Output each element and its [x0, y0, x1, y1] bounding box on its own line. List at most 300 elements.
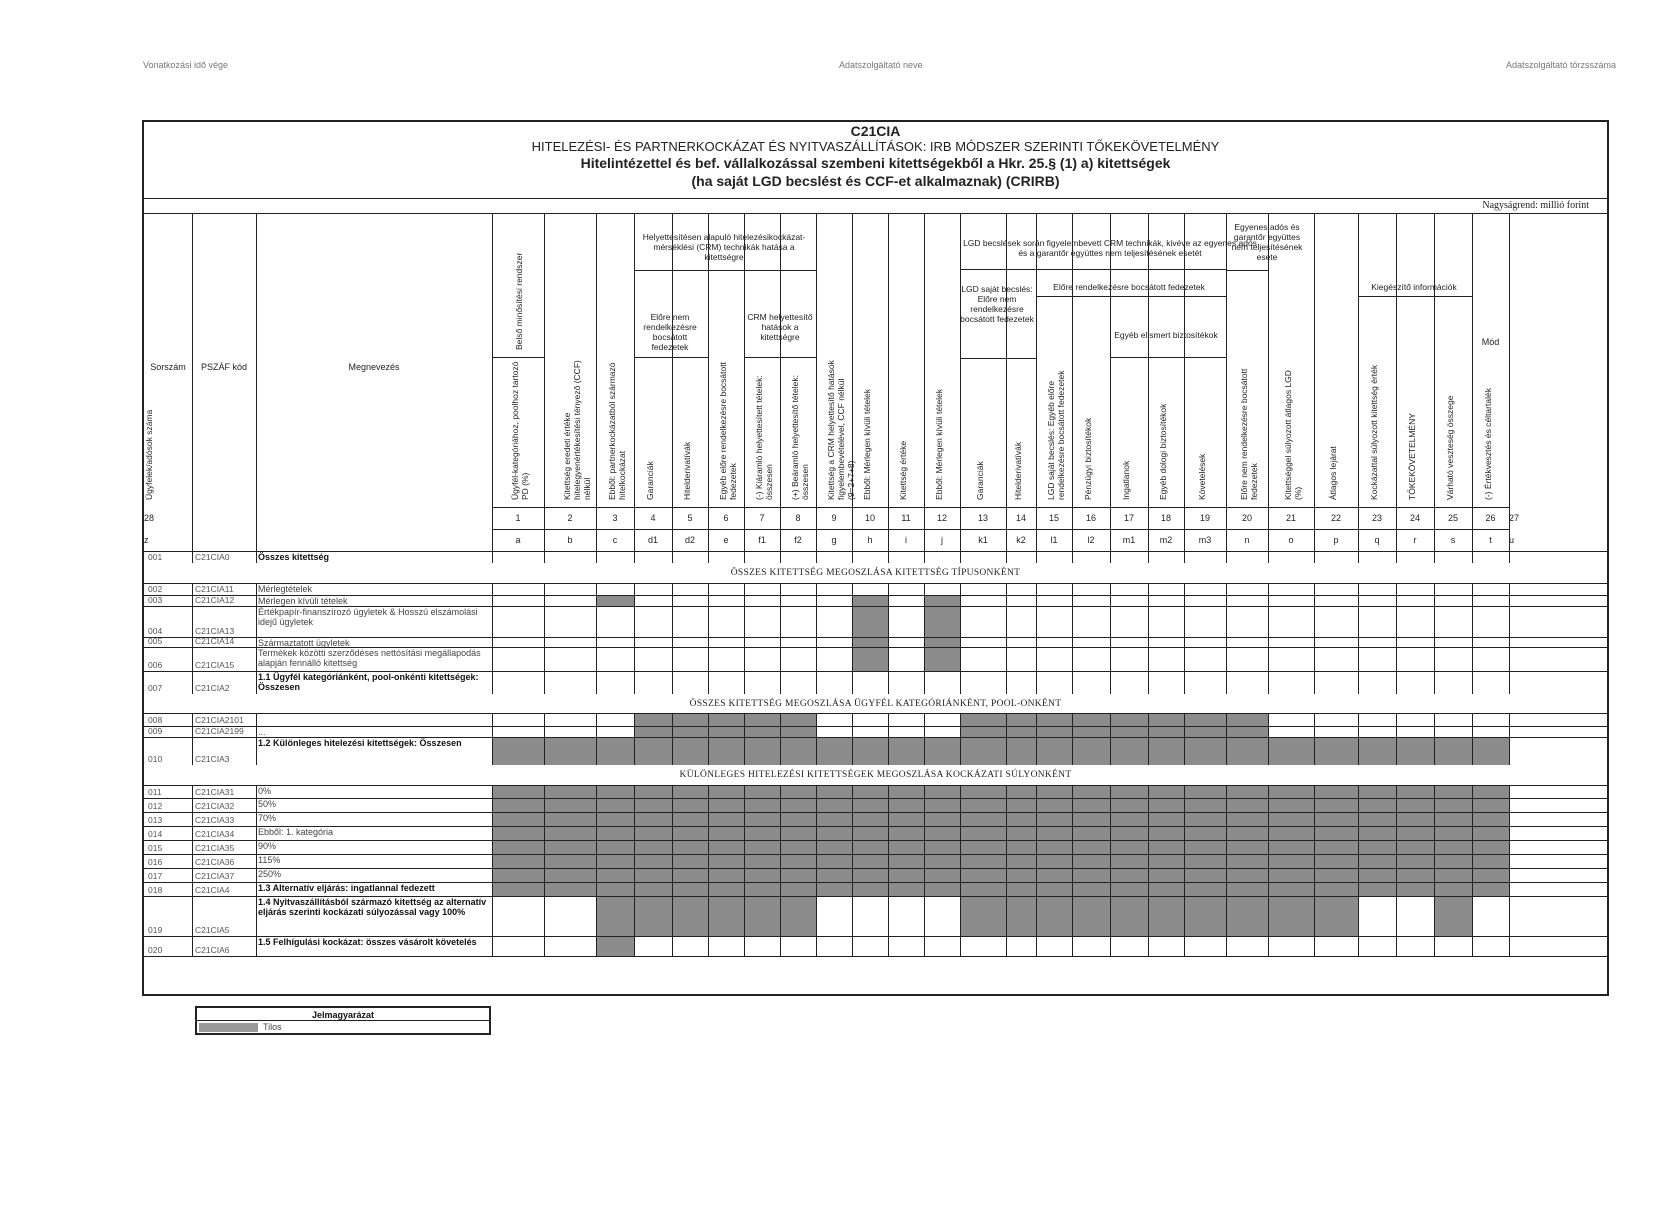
forbidden-cell [673, 786, 708, 798]
forbidden-cell [925, 883, 960, 896]
forbidden-cell [1227, 827, 1268, 840]
forbidden-cell [817, 827, 852, 840]
column-header-6: Egyéb előre rendelkezésre bocsátott fedezetek [718, 362, 738, 500]
column-header-25: Várható veszteség összege [1445, 395, 1455, 500]
forbidden-cell [1473, 827, 1509, 840]
forbidden-cell [745, 855, 780, 868]
row-code: C21CIA2199 [195, 726, 244, 736]
double-default-header: Egyenes adós és garantőr együttes nem teljesítésének esete [1231, 222, 1303, 262]
forbidden-cell [545, 813, 596, 826]
forbidden-cell [1007, 883, 1036, 896]
forbidden-cell [1073, 799, 1110, 812]
group-divider [634, 357, 708, 358]
column-letter: r [1413, 535, 1417, 545]
column-letter: m2 [1159, 535, 1173, 545]
forbidden-cell [673, 727, 708, 737]
row-number: 011 [148, 787, 162, 797]
forbidden-cell [597, 738, 634, 765]
forbidden-cell [853, 869, 888, 882]
row-code: C21CIA15 [195, 660, 235, 670]
row-label: 1.2 Különleges hitelezési kitettségek: Összesen [258, 738, 462, 748]
forbidden-cell [889, 855, 924, 868]
forbidden-cell [1227, 786, 1268, 798]
forbidden-cell [1473, 855, 1509, 868]
forbidden-cell [1037, 869, 1072, 882]
row-code: C21CIA2101 [195, 715, 244, 725]
forbidden-cell [1149, 714, 1184, 726]
forbidden-cell [1037, 827, 1072, 840]
column-letter: t [1489, 535, 1492, 545]
funded-header: Előre rendelkezésre bocsátott fedezetek [1053, 282, 1205, 292]
forbidden-cell [1435, 883, 1472, 896]
forbidden-cell [853, 799, 888, 812]
forbidden-cell [745, 841, 780, 854]
row-number: 019 [148, 925, 163, 935]
forbidden-cell [1473, 883, 1509, 896]
forbidden-cell [1149, 841, 1184, 854]
forbidden-cell [817, 841, 852, 854]
forbidden-cell [925, 738, 960, 765]
forbidden-cell [1185, 813, 1226, 826]
forbidden-cell [1397, 786, 1434, 798]
forbidden-cell [781, 869, 816, 882]
group-divider [960, 358, 1036, 359]
forbidden-cell [673, 827, 708, 840]
row-label: 1.3 Alternatív eljárás: ingatlannal fedezett [258, 883, 435, 893]
forbidden-cell [1359, 786, 1396, 798]
forbidden-cell [745, 813, 780, 826]
forbidden-cell [889, 813, 924, 826]
forbidden-cell [493, 869, 544, 882]
forbidden-cell [673, 869, 708, 882]
forbidden-cell [709, 786, 744, 798]
forbidden-cell [961, 714, 1006, 726]
forbidden-cell [1269, 897, 1314, 936]
column-number: 28 [144, 513, 155, 523]
column-number: 17 [1123, 513, 1134, 523]
forbidden-cell [1007, 827, 1036, 840]
row-number: 004 [148, 626, 163, 636]
row-code: C21CIA11 [195, 584, 234, 594]
forbidden-cell [889, 883, 924, 896]
forbidden-cell [1073, 786, 1110, 798]
forbidden-cell [1397, 883, 1434, 896]
divider [144, 213, 1607, 214]
forbidden-cell [1227, 738, 1268, 765]
row-label: Értékpapír-finanszírozó ügyletek & Hosszú elszámolási idejű ügyletek [258, 607, 478, 627]
column-letter: f2 [794, 535, 802, 545]
row-label: Származtatott ügyletek [258, 638, 350, 648]
pszaf-code-header: PSZÁF kód [200, 362, 247, 372]
forbidden-cell [1359, 869, 1396, 882]
column-header-27: Ügyfelek/adósok száma [144, 409, 154, 500]
forbidden-cell [1185, 738, 1226, 765]
forbidden-cell [597, 869, 634, 882]
forbidden-cell [889, 869, 924, 882]
forbidden-cell [1315, 786, 1358, 798]
column-letter: m1 [1122, 535, 1136, 545]
forbidden-cell [781, 727, 816, 737]
forbidden-cell [1269, 738, 1314, 765]
column-number: 14 [1015, 513, 1026, 523]
forbidden-cell [1435, 827, 1472, 840]
column-header-1: Ügyfél-kategóriához, poolhoz tartozó PD (%) [510, 361, 530, 500]
row-label: Termékek közötti szerződéses nettósítási megállapodás alapján fennálló kitettség [258, 648, 481, 668]
forbidden-cell [961, 841, 1006, 854]
forbidden-cell [853, 786, 888, 798]
forbidden-cell [1037, 738, 1072, 765]
forbidden-cell [1073, 855, 1110, 868]
forbidden-cell [1111, 813, 1148, 826]
forbidden-cell [1473, 841, 1509, 854]
forbidden-cell [1149, 813, 1184, 826]
group-divider [1226, 270, 1268, 271]
column-letter: l2 [1087, 535, 1095, 545]
row-code: C21CIA34 [195, 829, 235, 839]
forbidden-cell [817, 738, 852, 765]
column-number: 1 [515, 513, 521, 523]
forbidden-cell [1007, 714, 1036, 726]
forbidden-cell [597, 841, 634, 854]
column-header-2: Kitettség eredeti értéke hitelegyenértékesítési tényező (CCF) nélkül [562, 360, 592, 500]
forbidden-cell [745, 883, 780, 896]
column-divider [256, 214, 257, 956]
forbidden-cell [961, 897, 1006, 936]
forbidden-cell [1359, 827, 1396, 840]
row-code: C21CIA13 [195, 626, 235, 636]
forbidden-cell [635, 855, 672, 868]
forbidden-cell [1435, 799, 1472, 812]
forbidden-cell [1227, 855, 1268, 868]
forbidden-cell [781, 855, 816, 868]
row-number: 018 [148, 885, 163, 895]
forbidden-cell [925, 827, 960, 840]
row-code: C21CIA37 [195, 871, 235, 881]
row-divider [144, 713, 1607, 714]
row-label: 1.4 Nyitvaszállításból származó kitettség az alternatív eljárás szerinti kockázati súlyozással vagy 100% [258, 897, 487, 917]
forbidden-cell [889, 799, 924, 812]
forbidden-cell [673, 855, 708, 868]
row-label: 115% [258, 855, 281, 865]
forbidden-cell [745, 727, 780, 737]
forbidden-cell [635, 738, 672, 765]
forbidden-cell [889, 786, 924, 798]
column-header-17: Ingatlanok [1121, 460, 1131, 500]
forbidden-cell [1111, 855, 1148, 868]
forbidden-cell [1111, 786, 1148, 798]
row-label: 90% [258, 841, 277, 851]
row-divider [492, 507, 1509, 508]
column-header-16: Pénzügyi biztosítékok [1083, 417, 1093, 500]
forbidden-cell [781, 786, 816, 798]
forbidden-cell [673, 897, 708, 936]
forbidden-cell [545, 786, 596, 798]
row-code: C21CIA35 [195, 843, 235, 853]
forbidden-cell [1111, 738, 1148, 765]
column-divider [1509, 214, 1510, 956]
report-table [142, 120, 1609, 996]
column-letter: e [723, 535, 729, 545]
unit-label: Nagyságrend: millió forint [1482, 200, 1589, 211]
row-divider [144, 956, 1607, 957]
forbidden-cell [1185, 799, 1226, 812]
forbidden-cell [1073, 727, 1110, 737]
section-title: ÖSSZES KITETTSÉG MEGOSZLÁSA KITETTSÉG TÍPUSONKÉNT [730, 568, 1021, 578]
forbidden-cell [1037, 813, 1072, 826]
forbidden-cell [709, 827, 744, 840]
forbidden-cell [635, 841, 672, 854]
forbidden-cell [853, 648, 888, 671]
forbidden-cell [925, 648, 960, 671]
forbidden-cell [853, 855, 888, 868]
forbidden-cell [1315, 883, 1358, 896]
forbidden-cell [925, 855, 960, 868]
forbidden-cell [1435, 841, 1472, 854]
forbidden-cell [853, 607, 888, 637]
forbidden-cell [1111, 714, 1148, 726]
row-number: 012 [148, 801, 163, 811]
forbidden-cell [1185, 786, 1226, 798]
row-number: 013 [148, 815, 163, 825]
forbidden-cell [709, 841, 744, 854]
forbidden-cell [889, 738, 924, 765]
forbidden-cell [961, 827, 1006, 840]
forbidden-cell [745, 799, 780, 812]
row-number: 002 [148, 584, 163, 594]
column-header-23: Kockázattal súlyozott kitettség érték [1369, 364, 1379, 500]
forbidden-cell [1111, 841, 1148, 854]
column-header-20: Előre nem rendelkezésre bocsátott fedezetek [1239, 368, 1259, 500]
forbidden-cell [1315, 869, 1358, 882]
forbidden-cell [493, 738, 544, 765]
forbidden-cell [781, 813, 816, 826]
group-divider [634, 270, 816, 271]
forbidden-cell [1037, 883, 1072, 896]
forbidden-cell [1185, 727, 1226, 737]
forbidden-cell [781, 799, 816, 812]
row-number: 009 [148, 726, 163, 736]
forbidden-cell [781, 883, 816, 896]
row-divider [492, 529, 1509, 530]
row-code: C21CIA14 [195, 636, 235, 646]
row-code: C21CIA5 [195, 925, 230, 935]
forbidden-cell [1269, 786, 1314, 798]
column-number: 2 [567, 513, 573, 523]
forbidden-cell [1149, 897, 1184, 936]
forbidden-cell [961, 799, 1006, 812]
forbidden-cell [1473, 799, 1509, 812]
forbidden-cell [545, 869, 596, 882]
row-number: 017 [148, 871, 163, 881]
column-letter: o [1288, 535, 1294, 545]
column-letter: k1 [978, 535, 988, 545]
forbidden-cell [673, 714, 708, 726]
forbidden-cell [1473, 786, 1509, 798]
forbidden-cell [1037, 727, 1072, 737]
forbidden-cell [709, 738, 744, 765]
forbidden-cell [635, 897, 672, 936]
row-number: 008 [148, 715, 163, 725]
column-number: 22 [1330, 513, 1341, 523]
forbidden-cell [1111, 869, 1148, 882]
forbidden-cell [961, 813, 1006, 826]
forbidden-cell [1359, 799, 1396, 812]
forbidden-cell [781, 738, 816, 765]
column-letter: p [1333, 535, 1339, 545]
forbidden-cell [1397, 855, 1434, 868]
forbidden-cell [817, 786, 852, 798]
forbidden-cell [853, 827, 888, 840]
column-number: 6 [723, 513, 729, 523]
group-divider [1036, 296, 1226, 297]
column-header-12: Ebből: Mérlegen kívüli tételek [934, 388, 944, 500]
column-divider [192, 214, 193, 956]
row-label: 70% [258, 813, 277, 823]
column-number: 16 [1085, 513, 1096, 523]
name-header: Megnevezés [348, 362, 400, 372]
column-header-14: Hitelderivatívák [1013, 441, 1023, 500]
forbidden-cell [1269, 869, 1314, 882]
column-letter: m3 [1198, 535, 1212, 545]
forbidden-cell [635, 869, 672, 882]
forbidden-cell [1227, 714, 1268, 726]
column-number: 24 [1409, 513, 1420, 523]
row-code: C21CIA2 [195, 683, 230, 693]
column-letter: f1 [758, 535, 766, 545]
provider-name-label: Adatszolgáltató neve [839, 60, 923, 70]
column-header-22: Átlagos lejárat [1328, 446, 1338, 500]
row-number: 005 [148, 636, 163, 646]
forbidden-cell [1185, 714, 1226, 726]
row-code: C21CIA31 [195, 787, 235, 797]
forbidden-cell [1111, 727, 1148, 737]
forbidden-cell [853, 841, 888, 854]
forbidden-cell [635, 827, 672, 840]
column-letter: b [567, 535, 573, 545]
column-header-19: Követelések [1197, 453, 1207, 500]
forbidden-cell [1073, 714, 1110, 726]
forbidden-cell [1149, 869, 1184, 882]
column-number: 20 [1241, 513, 1252, 523]
column-letter: d1 [647, 535, 658, 545]
forbidden-cell [1185, 897, 1226, 936]
forbidden-cell [1315, 738, 1358, 765]
row-code: C21CIA33 [195, 815, 235, 825]
forbidden-cell [1473, 869, 1509, 882]
forbidden-cell [1007, 727, 1036, 737]
forbidden-cell [709, 714, 744, 726]
forbidden-cell [817, 855, 852, 868]
forbidden-cell [1315, 813, 1358, 826]
forbidden-cell [745, 827, 780, 840]
forbidden-cell [1435, 855, 1472, 868]
forbidden-cell [1269, 883, 1314, 896]
group-divider [960, 269, 1226, 270]
column-number: 7 [759, 513, 765, 523]
forbidden-cell [781, 714, 816, 726]
forbidden-cell [745, 897, 780, 936]
forbidden-cell [1435, 897, 1472, 936]
forbidden-cell [1359, 813, 1396, 826]
row-number: 003 [148, 595, 163, 605]
column-header-9: Kitettség a CRM helyettesítő hatások figyelembevételével, CCF nélkül (9=2+7+8) [826, 360, 856, 500]
forbidden-cell [597, 883, 634, 896]
forbidden-cell [635, 883, 672, 896]
forbidden-cell [1185, 855, 1226, 868]
forbidden-cell [1315, 827, 1358, 840]
forbidden-cell [1007, 799, 1036, 812]
forbidden-cell [1227, 869, 1268, 882]
column-number: 12 [936, 513, 947, 523]
forbidden-cell [635, 786, 672, 798]
forbidden-cell [597, 897, 634, 936]
forbidden-cell [745, 714, 780, 726]
column-letter: g [831, 535, 837, 545]
column-header-3: Ebből: partnerkockázatból származó hitelkockázat [607, 362, 627, 500]
forbidden-cell [1227, 883, 1268, 896]
column-number: 3 [612, 513, 618, 523]
forbidden-cell [1149, 827, 1184, 840]
row-label: 1.5 Felhígulási kockázat: összes vásárolt követelés [258, 937, 477, 947]
form-title: HITELEZÉSI- ÉS PARTNERKOCKÁZAT ÉS NYITVASZÁLLÍTÁSOK: IRB MÓDSZER SZERINTI TŐKEKÖVETELMÉNY [531, 139, 1220, 154]
forbidden-cell [889, 827, 924, 840]
column-letter: s [1450, 535, 1456, 545]
column-letter: a [515, 535, 521, 545]
row-label: Összes kitettség [258, 552, 330, 562]
crm-group-header: Helyettesítésen alapuló hitelezésikockázat-mérséklési (CRM) technikák hatása a kitettségre [642, 232, 806, 262]
column-number: 11 [901, 513, 911, 523]
forbidden-cell [545, 799, 596, 812]
row-number: 020 [148, 945, 163, 955]
forbidden-cell [925, 638, 960, 647]
forbidden-cell [1037, 855, 1072, 868]
forbidden-cell [635, 727, 672, 737]
forbidden-cell [1435, 813, 1472, 826]
column-header-10: Ebből: Mérlegen kívüli tételek [862, 388, 872, 500]
column-number: 23 [1371, 513, 1382, 523]
row-code: C21CIA0 [195, 552, 230, 562]
forbidden-cell [781, 841, 816, 854]
crm-subst-header: CRM helyettesítő hatások a kitettségre [747, 312, 813, 342]
forbidden-cell [853, 883, 888, 896]
column-number: 21 [1285, 513, 1296, 523]
forbidden-cell [493, 883, 544, 896]
column-number: 18 [1160, 513, 1171, 523]
forbidden-cell [1185, 883, 1226, 896]
form-subtitle: Hitelintézettel és bef. vállalkozással szembeni kitettségekből a Hkr. 25.§ (1) a) kitettségek [580, 155, 1171, 171]
group-divider [1110, 357, 1226, 358]
legend-item: Tilos [263, 1022, 282, 1032]
forbidden-cell [1359, 841, 1396, 854]
lgd-group-header: LGD becslések során figyelembevett CRM technikák, kivéve az egyenes adós és a garantőr együttes nem teljesítésének esetét [963, 238, 1257, 258]
forbidden-cell [1007, 869, 1036, 882]
row-number: 007 [148, 683, 163, 693]
mod-header: Mód [1481, 337, 1500, 347]
column-header-5: Hitelderivatívák [682, 441, 692, 500]
column-letter: u [1509, 535, 1515, 545]
row-code: C21CIA6 [195, 945, 230, 955]
group-divider [744, 357, 816, 358]
forbidden-cell [1111, 799, 1148, 812]
forbidden-cell [1037, 786, 1072, 798]
forbidden-cell [1269, 827, 1314, 840]
row-label: Ebből: 1. kategória [258, 827, 334, 837]
forbidden-cell [597, 596, 634, 606]
forbidden-cell [545, 855, 596, 868]
column-letter: h [867, 535, 873, 545]
forbidden-cell [635, 714, 672, 726]
forbidden-cell [1149, 727, 1184, 737]
